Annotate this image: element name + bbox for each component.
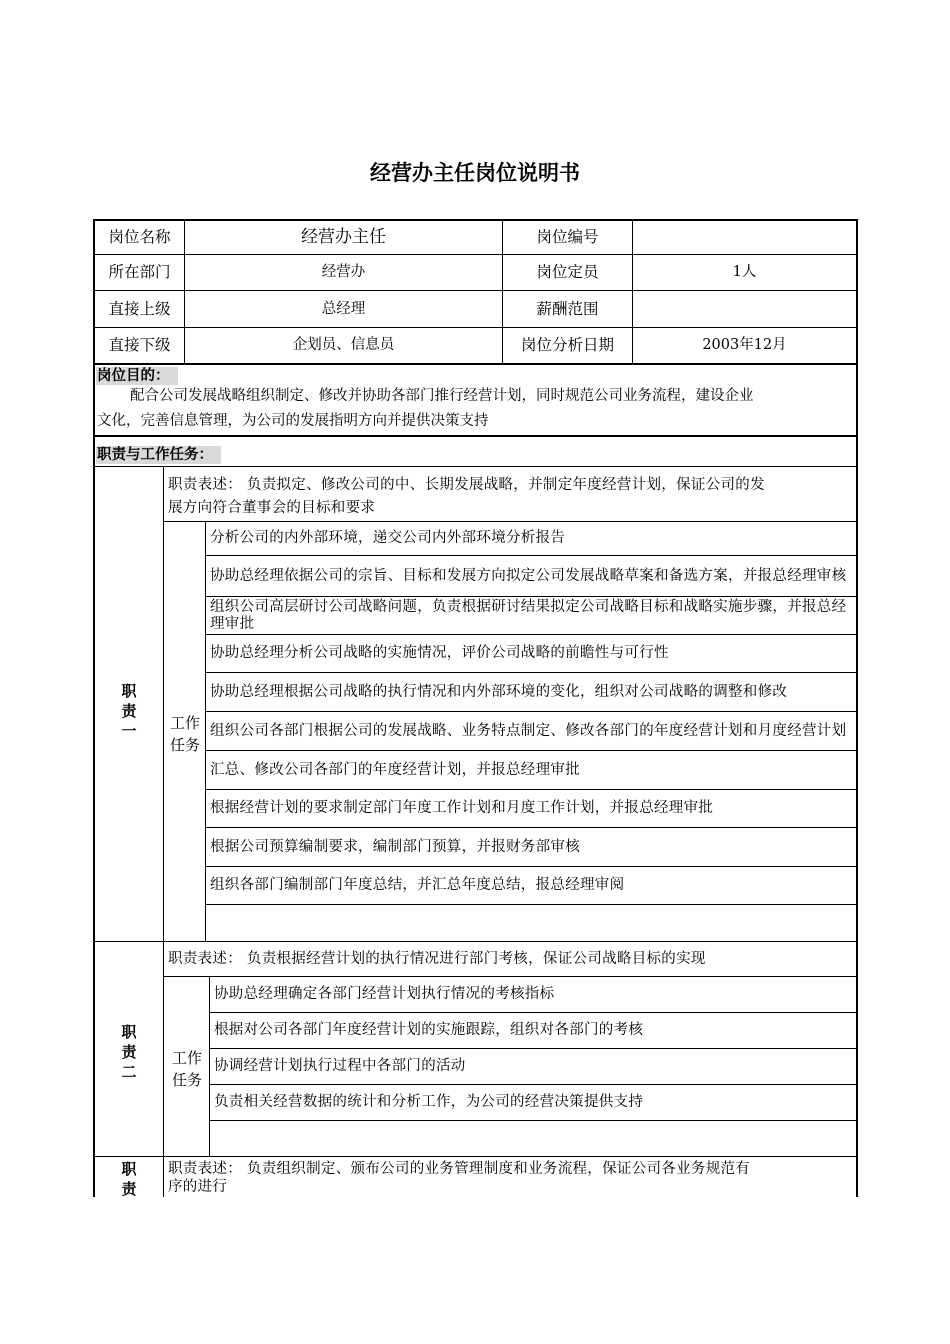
duty1-task-label: 工作 任务 xyxy=(169,714,200,754)
duty2-description: 职责表述： 负责根据经营计划的执行情况进行部门考核，保证公司战略目标的实现 xyxy=(168,951,706,967)
value-supervisor: 总经理 xyxy=(321,300,366,317)
duty1-description-line1: 职责表述： 负责拟定、修改公司的中、长期发展战略，并制定年度经营计划，保证公司的发 xyxy=(168,477,765,493)
duty1-task: 协助总经理依据公司的宗旨、目标和发展方向拟定公司发展战略草案和备选方案，并报总经理审核 xyxy=(210,567,847,584)
value-headcount: 1人 xyxy=(732,264,757,280)
purpose-heading: 岗位目的： xyxy=(96,367,178,385)
duty2-label: 职 责 二 xyxy=(121,1023,137,1081)
label-supervisor: 直接上级 xyxy=(108,299,171,318)
duty1-task: 根据公司预算编制要求，编制部门预算，并报财务部审核 xyxy=(210,838,580,855)
duty1-task-empty xyxy=(206,905,856,941)
duty3-label: 职 责 xyxy=(121,1160,137,1198)
label-analysis-date: 岗位分析日期 xyxy=(520,336,614,354)
duty3-description-line1: 职责表述： 负责组织制定、颁布公司的业务管理制度和业务流程，保证公司各业务规范有 xyxy=(168,1161,751,1177)
grid-line xyxy=(93,466,858,467)
duty1-task: 协助总经理根据公司战略的执行情况和内外部环境的变化，组织对公司战略的调整和修改 xyxy=(210,683,788,700)
duty2-task: 协调经营计划执行过程中各部门的活动 xyxy=(214,1058,466,1074)
value-analysis-date: 2003年12月 xyxy=(702,337,787,353)
label-position-number: 岗位编号 xyxy=(536,228,599,246)
duty2-task: 根据对公司各部门年度经营计划的实施跟踪，组织对各部门的考核 xyxy=(214,1022,644,1038)
label-department: 所在部门 xyxy=(108,263,171,281)
duty1-task: 分析公司的内外部环境，递交公司内外部环境分析报告 xyxy=(210,530,566,546)
table-border-left xyxy=(93,219,95,1197)
grid-line xyxy=(163,466,164,1197)
value-position-number xyxy=(633,221,856,254)
duties-heading: 职责与工作任务： xyxy=(96,446,221,464)
duty1-label: 职 责 一 xyxy=(121,682,137,740)
duty1-task: 根据经营计划的要求制定部门年度工作计划和月度工作计划，并报总经理审批 xyxy=(210,800,714,816)
label-subordinates: 直接下级 xyxy=(108,336,171,354)
duty2-task-label: 工作 任务 xyxy=(171,1049,202,1089)
label-headcount: 岗位定员 xyxy=(536,263,599,281)
value-subordinates: 企划员、信息员 xyxy=(292,337,395,353)
page-title: 经营办主任岗位说明书 xyxy=(370,161,580,185)
duty3-description-line2: 序的进行 xyxy=(168,1179,228,1195)
label-position-name: 岗位名称 xyxy=(108,228,171,246)
label-salary-range: 薪酬范围 xyxy=(536,299,599,318)
duty2-task: 负责相关经营数据的统计和分析工作，为公司的经营决策提供支持 xyxy=(214,1094,644,1110)
duty1-task: 组织公司高层研讨公司战略问题，负责根据研讨结果拟定公司战略目标和战略实施步骤，并报总经理审批 xyxy=(210,598,847,632)
value-position-name: 经营办主任 xyxy=(301,227,386,247)
grid-line xyxy=(93,1156,858,1157)
duty1-task: 汇总、修改公司各部门的年度经营计划，并报总经理审批 xyxy=(210,761,580,778)
value-department: 经营办 xyxy=(321,264,366,280)
purpose-text-line1: 配合公司发展战略组织制定、修改并协助各部门推行经营计划，同时规范公司业务流程，建设企业 xyxy=(130,388,754,404)
duty2-task-empty xyxy=(210,1121,856,1156)
grid-line xyxy=(93,941,858,942)
purpose-text-line2: 文化，完善信息管理，为公司的发展指明方向并提供决策支持 xyxy=(97,413,489,429)
grid-line xyxy=(93,363,858,365)
table-border-right xyxy=(856,219,858,1197)
duty2-task: 协助总经理确定各部门经营计划执行情况的考核指标 xyxy=(214,986,555,1002)
value-salary-range xyxy=(633,291,856,327)
duty1-task: 组织公司各部门根据公司的发展战略、业务特点制定、修改各部门的年度经营计划和月度经营计划 xyxy=(210,722,847,739)
grid-line xyxy=(93,435,858,437)
duty1-task: 协助总经理分析公司战略的实施情况，评价公司战略的前瞻性与可行性 xyxy=(210,645,669,661)
duty1-task: 组织各部门编制部门年度总结，并汇总年度总结，报总经理审阅 xyxy=(210,877,625,893)
duty1-description-line2: 展方向符合董事会的目标和要求 xyxy=(168,500,376,516)
